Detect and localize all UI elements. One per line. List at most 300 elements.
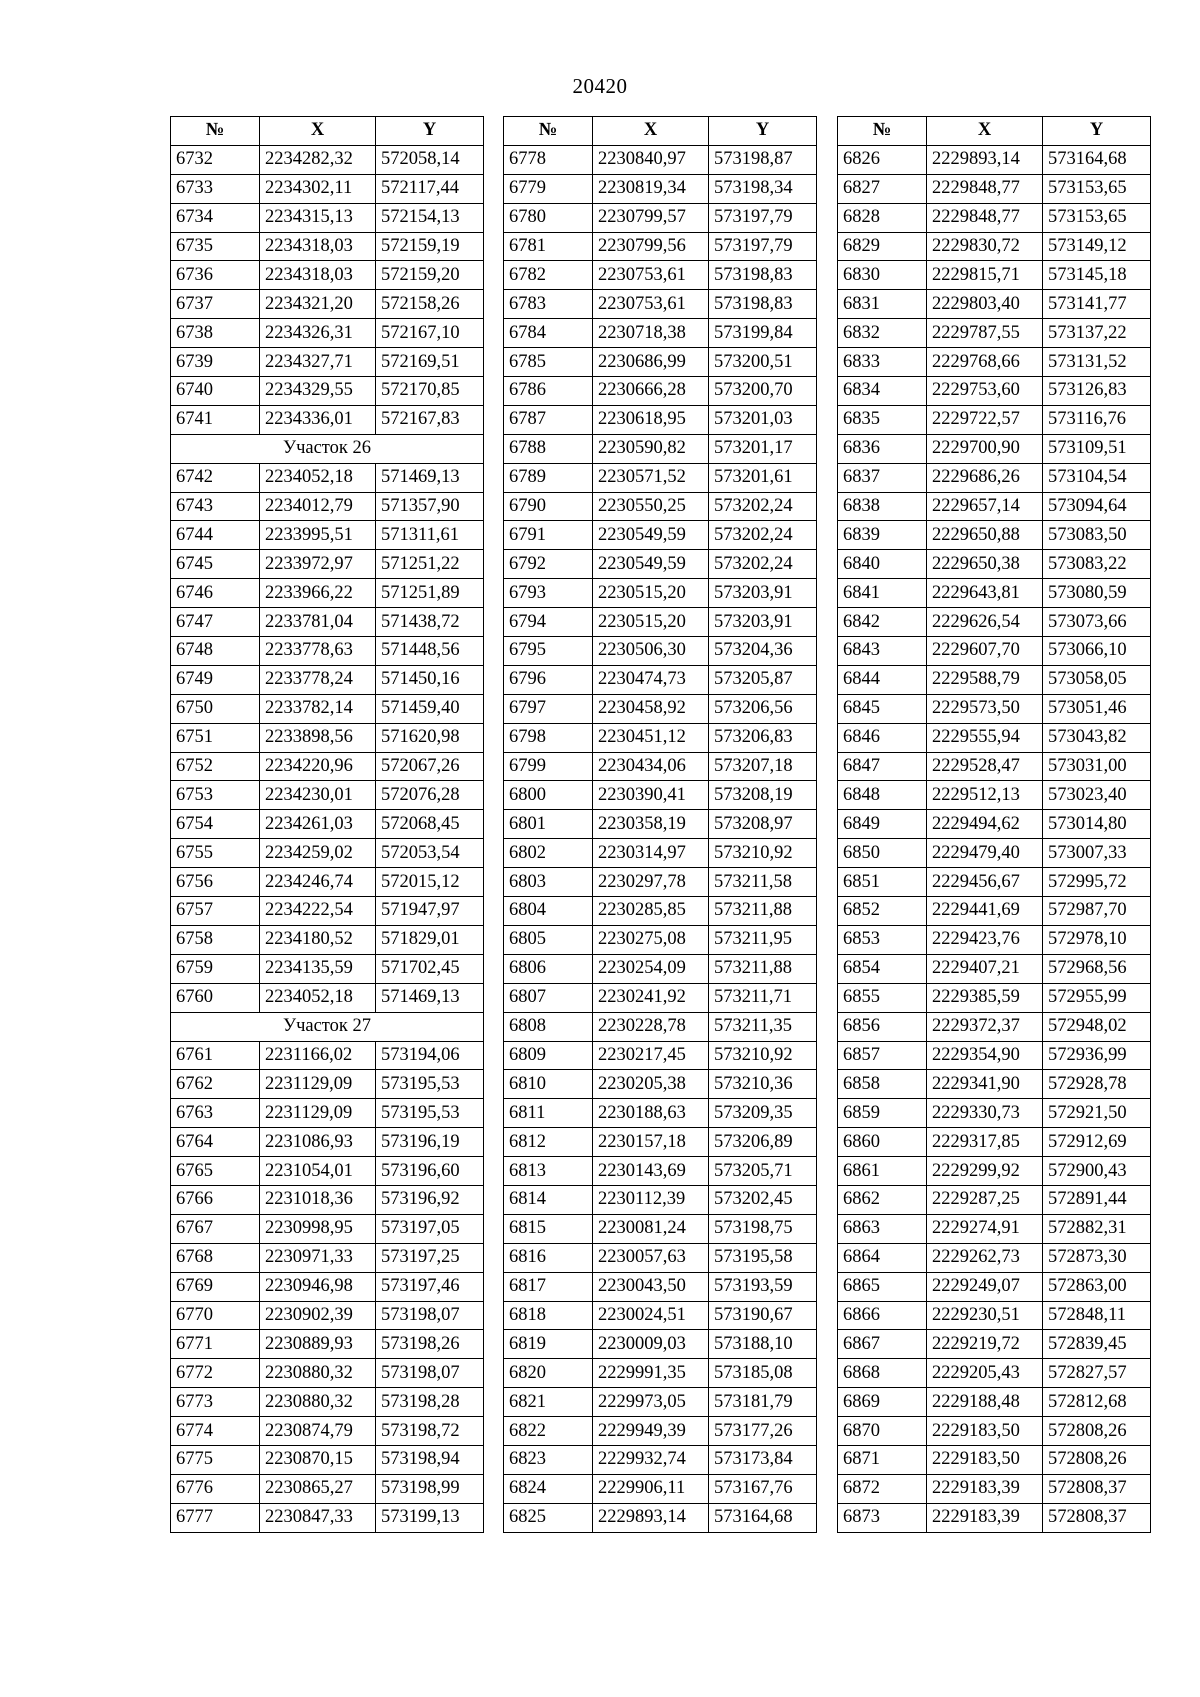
point-number: 6868 (838, 1359, 927, 1388)
x-coordinate: 2230847,33 (260, 1503, 376, 1532)
x-coordinate: 2229607,70 (927, 637, 1043, 666)
x-coordinate: 2230285,85 (593, 897, 709, 926)
table-row (504, 1012, 817, 1041)
x-coordinate: 2234336,01 (260, 405, 376, 434)
table-row (171, 954, 484, 983)
table-row (171, 550, 484, 579)
point-number: 6766 (171, 1185, 260, 1214)
table-row (171, 781, 484, 810)
point-number: 6756 (171, 868, 260, 897)
table-row (838, 608, 1151, 637)
section-row (171, 1012, 484, 1041)
point-number: 6871 (838, 1445, 927, 1474)
table-row (838, 723, 1151, 752)
table-row (171, 1099, 484, 1128)
coordinates-table-1 (170, 116, 484, 1533)
x-coordinate: 2230451,12 (593, 723, 709, 752)
point-number: 6855 (838, 983, 927, 1012)
point-number: 6815 (504, 1214, 593, 1243)
table-row (504, 694, 817, 723)
x-coordinate: 2234318,03 (260, 261, 376, 290)
table-row (838, 925, 1151, 954)
y-coordinate: 573014,80 (1043, 810, 1151, 839)
point-number: 6793 (504, 579, 593, 608)
x-coordinate: 2229657,14 (927, 492, 1043, 521)
table-row (504, 665, 817, 694)
x-coordinate: 2234327,71 (260, 348, 376, 377)
x-coordinate: 2230880,32 (260, 1388, 376, 1417)
table-row (838, 174, 1151, 203)
table-row (504, 377, 817, 406)
table-row (838, 492, 1151, 521)
x-coordinate: 2234261,03 (260, 810, 376, 839)
y-coordinate: 572900,43 (1043, 1157, 1151, 1186)
table-row (504, 145, 817, 174)
table-row (504, 1330, 817, 1359)
x-coordinate: 2229183,39 (927, 1503, 1043, 1532)
x-coordinate: 2229341,90 (927, 1070, 1043, 1099)
y-coordinate: 573198,75 (709, 1214, 817, 1243)
point-number: 6776 (171, 1474, 260, 1503)
table-row (171, 694, 484, 723)
table-row (171, 145, 484, 174)
point-number: 6812 (504, 1128, 593, 1157)
point-number: 6746 (171, 579, 260, 608)
x-coordinate: 2229626,54 (927, 608, 1043, 637)
x-coordinate: 2229183,50 (927, 1417, 1043, 1446)
y-coordinate: 573198,34 (709, 174, 817, 203)
table-row (838, 1301, 1151, 1330)
point-number: 6811 (504, 1099, 593, 1128)
point-number: 6859 (838, 1099, 927, 1128)
point-number: 6755 (171, 839, 260, 868)
y-coordinate: 573195,53 (376, 1099, 484, 1128)
point-number: 6794 (504, 608, 593, 637)
y-coordinate: 573199,84 (709, 319, 817, 348)
point-number: 6739 (171, 348, 260, 377)
point-number: 6792 (504, 550, 593, 579)
table-row (171, 1445, 484, 1474)
point-number: 6834 (838, 377, 927, 406)
y-coordinate: 573210,92 (709, 839, 817, 868)
point-number: 6826 (838, 145, 927, 174)
x-coordinate: 2231166,02 (260, 1041, 376, 1070)
point-number: 6807 (504, 983, 593, 1012)
x-coordinate: 2229183,39 (927, 1474, 1043, 1503)
point-number: 6797 (504, 694, 593, 723)
table-row (504, 492, 817, 521)
x-coordinate: 2231018,36 (260, 1185, 376, 1214)
point-number: 6804 (504, 897, 593, 926)
x-coordinate: 2229893,14 (593, 1503, 709, 1532)
y-coordinate: 571357,90 (376, 492, 484, 521)
y-coordinate: 572167,10 (376, 319, 484, 348)
point-number: 6844 (838, 665, 927, 694)
table-row (504, 954, 817, 983)
point-number: 6732 (171, 145, 260, 174)
table-row (504, 1099, 817, 1128)
x-coordinate: 2230870,15 (260, 1445, 376, 1474)
point-number: 6839 (838, 521, 927, 550)
x-coordinate: 2230946,98 (260, 1272, 376, 1301)
point-number: 6808 (504, 1012, 593, 1041)
y-coordinate: 573211,88 (709, 954, 817, 983)
table-row (504, 810, 817, 839)
table-row (504, 723, 817, 752)
table-row (838, 810, 1151, 839)
table-row (171, 348, 484, 377)
point-number: 6817 (504, 1272, 593, 1301)
point-number: 6865 (838, 1272, 927, 1301)
table-row (504, 1185, 817, 1214)
y-coordinate: 573211,58 (709, 868, 817, 897)
table-row (171, 1041, 484, 1070)
table-row (838, 1041, 1151, 1070)
table-row (171, 579, 484, 608)
table-row (838, 1243, 1151, 1272)
y-coordinate: 573201,61 (709, 463, 817, 492)
y-coordinate: 573031,00 (1043, 752, 1151, 781)
y-coordinate: 573164,68 (709, 1503, 817, 1532)
point-number: 6803 (504, 868, 593, 897)
point-number: 6802 (504, 839, 593, 868)
y-coordinate: 573202,24 (709, 492, 817, 521)
table-row (838, 868, 1151, 897)
x-coordinate: 2229528,47 (927, 752, 1043, 781)
x-coordinate: 2234220,96 (260, 752, 376, 781)
y-coordinate: 573196,60 (376, 1157, 484, 1186)
y-coordinate: 573080,59 (1043, 579, 1151, 608)
header-y: Y (709, 117, 817, 146)
header-x: X (927, 117, 1043, 146)
table-row (171, 839, 484, 868)
x-coordinate: 2230112,39 (593, 1185, 709, 1214)
x-coordinate: 2230840,97 (593, 145, 709, 174)
section-title: Участок 27 (171, 1012, 484, 1041)
point-number: 6769 (171, 1272, 260, 1301)
y-coordinate: 572848,11 (1043, 1301, 1151, 1330)
point-number: 6846 (838, 723, 927, 752)
point-number: 6750 (171, 694, 260, 723)
y-coordinate: 572169,51 (376, 348, 484, 377)
x-coordinate: 2233995,51 (260, 521, 376, 550)
point-number: 6782 (504, 261, 593, 290)
x-coordinate: 2230865,27 (260, 1474, 376, 1503)
y-coordinate: 572987,70 (1043, 897, 1151, 926)
table-row (171, 1128, 484, 1157)
header-number: № (838, 117, 927, 146)
x-coordinate: 2230753,61 (593, 290, 709, 319)
y-coordinate: 572968,56 (1043, 954, 1151, 983)
x-coordinate: 2231054,01 (260, 1157, 376, 1186)
x-coordinate: 2230753,61 (593, 261, 709, 290)
point-number: 6747 (171, 608, 260, 637)
point-number: 6836 (838, 434, 927, 463)
x-coordinate: 2230081,24 (593, 1214, 709, 1243)
point-number: 6800 (504, 781, 593, 810)
point-number: 6770 (171, 1301, 260, 1330)
x-coordinate: 2229573,50 (927, 694, 1043, 723)
y-coordinate: 573066,10 (1043, 637, 1151, 666)
x-coordinate: 2230358,19 (593, 810, 709, 839)
x-coordinate: 2234259,02 (260, 839, 376, 868)
point-number: 6775 (171, 1445, 260, 1474)
y-coordinate: 572936,99 (1043, 1041, 1151, 1070)
table-row (504, 1474, 817, 1503)
y-coordinate: 572882,31 (1043, 1214, 1151, 1243)
point-number: 6813 (504, 1157, 593, 1186)
point-number: 6786 (504, 377, 593, 406)
y-coordinate: 572948,02 (1043, 1012, 1151, 1041)
point-number: 6788 (504, 434, 593, 463)
table-row (504, 405, 817, 434)
point-number: 6736 (171, 261, 260, 290)
table-row (838, 1445, 1151, 1474)
y-coordinate: 573198,07 (376, 1359, 484, 1388)
point-number: 6852 (838, 897, 927, 926)
table-row (171, 377, 484, 406)
y-coordinate: 573203,91 (709, 579, 817, 608)
table-row (504, 174, 817, 203)
x-coordinate: 2229479,40 (927, 839, 1043, 868)
x-coordinate: 2230515,20 (593, 579, 709, 608)
point-number: 6823 (504, 1445, 593, 1474)
point-number: 6838 (838, 492, 927, 521)
x-coordinate: 2230618,95 (593, 405, 709, 434)
y-coordinate: 573196,19 (376, 1128, 484, 1157)
table-row (504, 579, 817, 608)
point-number: 6827 (838, 174, 927, 203)
table-row (838, 1388, 1151, 1417)
point-number: 6777 (171, 1503, 260, 1532)
point-number: 6801 (504, 810, 593, 839)
point-number: 6748 (171, 637, 260, 666)
point-number: 6814 (504, 1185, 593, 1214)
x-coordinate: 2230217,45 (593, 1041, 709, 1070)
y-coordinate: 572808,26 (1043, 1445, 1151, 1474)
table-row (171, 203, 484, 232)
x-coordinate: 2229354,90 (927, 1041, 1043, 1070)
header-y: Y (1043, 117, 1151, 146)
x-coordinate: 2229991,35 (593, 1359, 709, 1388)
point-number: 6854 (838, 954, 927, 983)
x-coordinate: 2233778,24 (260, 665, 376, 694)
point-number: 6773 (171, 1388, 260, 1417)
x-coordinate: 2230902,39 (260, 1301, 376, 1330)
point-number: 6745 (171, 550, 260, 579)
x-coordinate: 2229188,48 (927, 1388, 1043, 1417)
x-coordinate: 2229643,81 (927, 579, 1043, 608)
x-coordinate: 2230314,97 (593, 839, 709, 868)
x-coordinate: 2229512,13 (927, 781, 1043, 810)
point-number: 6806 (504, 954, 593, 983)
point-number: 6752 (171, 752, 260, 781)
y-coordinate: 572159,19 (376, 232, 484, 261)
table-row (171, 1417, 484, 1446)
point-number: 6822 (504, 1417, 593, 1446)
x-coordinate: 2229372,37 (927, 1012, 1043, 1041)
point-number: 6743 (171, 492, 260, 521)
x-coordinate: 2229973,05 (593, 1388, 709, 1417)
table-row (838, 1503, 1151, 1532)
table-row (171, 1388, 484, 1417)
point-number: 6767 (171, 1214, 260, 1243)
x-coordinate: 2229686,26 (927, 463, 1043, 492)
y-coordinate: 573051,46 (1043, 694, 1151, 723)
y-coordinate: 573023,40 (1043, 781, 1151, 810)
point-number: 6830 (838, 261, 927, 290)
point-number: 6870 (838, 1417, 927, 1446)
table-row (504, 348, 817, 377)
y-coordinate: 572159,20 (376, 261, 484, 290)
x-coordinate: 2230590,82 (593, 434, 709, 463)
y-coordinate: 571438,72 (376, 608, 484, 637)
x-coordinate: 2233898,56 (260, 723, 376, 752)
table-row (838, 983, 1151, 1012)
table-row (504, 1041, 817, 1070)
x-coordinate: 2229932,74 (593, 1445, 709, 1474)
point-number: 6772 (171, 1359, 260, 1388)
y-coordinate: 572067,26 (376, 752, 484, 781)
y-coordinate: 573198,83 (709, 290, 817, 319)
x-coordinate: 2231086,93 (260, 1128, 376, 1157)
x-coordinate: 2234012,79 (260, 492, 376, 521)
point-number: 6799 (504, 752, 593, 781)
table-row (171, 1070, 484, 1099)
point-number: 6737 (171, 290, 260, 319)
y-coordinate: 573164,68 (1043, 145, 1151, 174)
table-row (171, 521, 484, 550)
y-coordinate: 571469,13 (376, 983, 484, 1012)
table-row (504, 925, 817, 954)
table-row (504, 261, 817, 290)
y-coordinate: 573200,51 (709, 348, 817, 377)
x-coordinate: 2229183,50 (927, 1445, 1043, 1474)
x-coordinate: 2230043,50 (593, 1272, 709, 1301)
point-number: 6771 (171, 1330, 260, 1359)
x-coordinate: 2229262,73 (927, 1243, 1043, 1272)
table-row (171, 1157, 484, 1186)
y-coordinate: 573083,50 (1043, 521, 1151, 550)
point-number: 6862 (838, 1185, 927, 1214)
x-coordinate: 2229249,07 (927, 1272, 1043, 1301)
point-number: 6821 (504, 1388, 593, 1417)
y-coordinate: 571702,45 (376, 954, 484, 983)
y-coordinate: 573198,72 (376, 1417, 484, 1446)
y-coordinate: 573198,07 (376, 1301, 484, 1330)
point-number: 6835 (838, 405, 927, 434)
table-row (504, 521, 817, 550)
y-coordinate: 572912,69 (1043, 1128, 1151, 1157)
point-number: 6840 (838, 550, 927, 579)
table-row (171, 868, 484, 897)
y-coordinate: 573199,13 (376, 1503, 484, 1532)
y-coordinate: 573198,83 (709, 261, 817, 290)
x-coordinate: 2229317,85 (927, 1128, 1043, 1157)
point-number: 6749 (171, 665, 260, 694)
table-row (504, 1301, 817, 1330)
table-row (838, 1099, 1151, 1128)
table-row (838, 1359, 1151, 1388)
x-coordinate: 2229650,88 (927, 521, 1043, 550)
point-number: 6735 (171, 232, 260, 261)
y-coordinate: 572170,85 (376, 377, 484, 406)
table-row (504, 637, 817, 666)
table-row (838, 1128, 1151, 1157)
y-coordinate: 572015,12 (376, 868, 484, 897)
table-row (838, 1070, 1151, 1099)
x-coordinate: 2229830,72 (927, 232, 1043, 261)
table-row (504, 203, 817, 232)
y-coordinate: 573094,64 (1043, 492, 1151, 521)
table-row (504, 319, 817, 348)
x-coordinate: 2234329,55 (260, 377, 376, 406)
point-number: 6860 (838, 1128, 927, 1157)
y-coordinate: 573206,89 (709, 1128, 817, 1157)
y-coordinate: 571448,56 (376, 637, 484, 666)
x-coordinate: 2234052,18 (260, 983, 376, 1012)
header-y: Y (376, 117, 484, 146)
y-coordinate: 573145,18 (1043, 261, 1151, 290)
table-row (838, 1157, 1151, 1186)
y-coordinate: 572154,13 (376, 203, 484, 232)
table-row (504, 839, 817, 868)
header-number: № (504, 117, 593, 146)
x-coordinate: 2229274,91 (927, 1214, 1043, 1243)
y-coordinate: 573195,58 (709, 1243, 817, 1272)
y-coordinate: 572921,50 (1043, 1099, 1151, 1128)
y-coordinate: 573109,51 (1043, 434, 1151, 463)
coordinates-table-2 (503, 116, 817, 1533)
point-number: 6869 (838, 1388, 927, 1417)
header-number: № (171, 117, 260, 146)
x-coordinate: 2229906,11 (593, 1474, 709, 1503)
y-coordinate: 573194,06 (376, 1041, 484, 1070)
x-coordinate: 2229768,66 (927, 348, 1043, 377)
y-coordinate: 573188,10 (709, 1330, 817, 1359)
table-row (838, 752, 1151, 781)
point-number: 6738 (171, 319, 260, 348)
point-number: 6760 (171, 983, 260, 1012)
point-number: 6763 (171, 1099, 260, 1128)
y-coordinate: 573177,26 (709, 1417, 817, 1446)
point-number: 6753 (171, 781, 260, 810)
x-coordinate: 2229219,72 (927, 1330, 1043, 1359)
table-row (171, 1185, 484, 1214)
y-coordinate: 572076,28 (376, 781, 484, 810)
table-row (171, 1272, 484, 1301)
x-coordinate: 2230550,25 (593, 492, 709, 521)
x-coordinate: 2229949,39 (593, 1417, 709, 1446)
x-coordinate: 2230874,79 (260, 1417, 376, 1446)
x-coordinate: 2234180,52 (260, 925, 376, 954)
y-coordinate: 572812,68 (1043, 1388, 1151, 1417)
x-coordinate: 2230275,08 (593, 925, 709, 954)
table-row (171, 290, 484, 319)
point-number: 6796 (504, 665, 593, 694)
y-coordinate: 573197,05 (376, 1214, 484, 1243)
y-coordinate: 571459,40 (376, 694, 484, 723)
point-number: 6842 (838, 608, 927, 637)
y-coordinate: 573202,24 (709, 521, 817, 550)
point-number: 6780 (504, 203, 593, 232)
y-coordinate: 573198,99 (376, 1474, 484, 1503)
x-coordinate: 2230971,33 (260, 1243, 376, 1272)
point-number: 6784 (504, 319, 593, 348)
table-row (838, 1272, 1151, 1301)
y-coordinate: 573204,36 (709, 637, 817, 666)
x-coordinate: 2231129,09 (260, 1099, 376, 1128)
